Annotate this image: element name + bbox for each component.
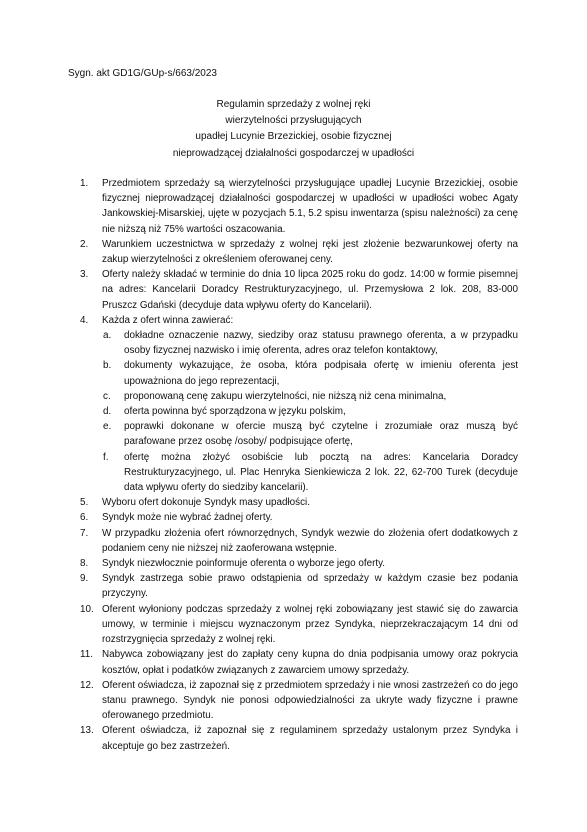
list-item [80, 678, 518, 724]
item-number: 6. [80, 512, 89, 524]
item-number: 5. [80, 497, 89, 509]
item-text: Syndyk zastrzega sobie prawo odstąpienia od sprzedaży w każdym czasie bez podania przyczyny. [102, 573, 518, 600]
item-text: Oferty należy składać w terminie do dnia 10 lipca 2025 roku do godz. 14:00 w formie pisemnej na adres: Kancelarii Doradcy Restrukturyzacyjnego, ul. Przemysłowa 2 lok. 208, 83-000 Pruszcz Gdański (decyduje data wpływu oferty do Kancelarii). [102, 269, 518, 311]
subitem-text: dokładne oznaczenie nazwy, siedziby oraz statusu prawnego oferenta, a w przypadku osoby fizycznej nazwisko i imię oferenta, adres oraz telefon kontaktowy, [124, 330, 518, 357]
item-number: 13. [80, 725, 94, 737]
item-text: Nabywca zobowiązany jest do zapłaty ceny kupna do dnia podpisania umowy oraz pokrycia kosztów, opłat i podatków związanych z zawarciem umowy sprzedaży. [102, 649, 518, 676]
sublist-item [102, 419, 518, 449]
subitem-letter: b. [103, 360, 112, 372]
sublist-item [102, 404, 518, 419]
subitem-text: dokumenty wykazujące, że osoba, która podpisała ofertę w imieniu oferenta jest upoważniona do jego reprezentacji, [124, 360, 518, 387]
item-number: 7. [80, 527, 89, 539]
item-text: Syndyk może nie wybrać żadnej oferty. [102, 512, 273, 524]
list-item [80, 267, 518, 313]
item-number: 3. [80, 269, 89, 281]
item-text: Syndyk niezwłocznie poinformuje oferenta o wyborze jego oferty. [102, 558, 386, 570]
sublist-item [102, 328, 518, 358]
item-text: Każda z ofert winna zawierać: [102, 314, 234, 326]
item-number: 11. [80, 649, 93, 661]
item-number: 10. [80, 603, 94, 615]
item-text: Oferent oświadcza, iż zapoznał się z przedmiotem sprzedaży i nie wnosi zastrzeżeń co do jego stanu prawnego. Syndyk nie ponosi odpowiedzialności za ukryte wady fizyczne i prawne oferowanego przedmiotu. [102, 679, 518, 722]
item-text: Wyboru ofert dokonuje Syndyk masy upadłości. [102, 497, 310, 509]
title-line: wierzytelności przysługujących [225, 115, 362, 127]
list-item [80, 237, 518, 267]
item-number: 2. [80, 238, 89, 250]
subitem-letter: c. [103, 390, 111, 402]
item-number: 12. [80, 679, 94, 691]
list-item [80, 313, 518, 495]
sublist-item [102, 389, 518, 404]
list-item [80, 495, 518, 510]
subitem-text: proponowaną cenę zakupu wierzytelności, nie niższą niż cena minimalna, [124, 390, 447, 402]
list-item [80, 526, 518, 556]
offer-contents-sublist [102, 328, 518, 495]
subitem-text: oferta powinna być sporządzona w języku polskim, [124, 406, 346, 418]
list-item [80, 510, 518, 525]
subitem-letter: a. [103, 330, 112, 342]
list-item [80, 602, 518, 648]
document-title [0, 97, 587, 162]
subitem-text: ofertę można złożyć osobiście lub pocztą na adres: Kancelaria Doradcy Restrukturyzacyjnego, ul. Plac Henryka Sienkiewicza 2 lok. 22, 62-700 Turek (decyduje data wpływu oferty do siedziby kancelarii). [124, 451, 518, 494]
list-item [80, 556, 518, 571]
item-number: 4. [80, 314, 89, 326]
item-text: Warunkiem uczestnictwa w sprzedaży z wolnej ręki jest złożenie bezwarunkowej oferty na zakup wierzytelności z określeniem oferowanej ceny. [102, 238, 518, 266]
case-reference: Sygn. akt GD1G/GUp-s/663/2023 [68, 68, 217, 79]
subitem-letter: e. [103, 421, 112, 433]
subitem-text: poprawki dokonane w ofercie muszą być czytelne i zrozumiałe oraz muszą być parafowane przez osobę /osoby/ podpisujące ofertę, [124, 421, 518, 448]
item-number: 9. [80, 573, 89, 585]
regulations-list [80, 176, 518, 754]
title-line: Regulamin sprzedaży z wolnej ręki [216, 99, 371, 110]
sublist-item [102, 450, 518, 496]
title-line: nieprowadzącej działalności gospodarczej w upadłości [172, 147, 415, 159]
item-number: 1. [80, 178, 89, 189]
item-text: Przedmiotem sprzedaży są wierzytelności przysługujące upadłej Lucynie Brzezickiej, osobie fizycznej nieprowadzącej działalności gospodarczej w upadłości w upadłości wobec Agaty Jankowskiej-Misarskiej, ujęte w pozycjach 5.1, 5.2 spisu inwentarza (spisu należności) za cenę nie niższą niż 75% wartości oszacowania. [102, 178, 518, 235]
list-item [80, 571, 518, 601]
title-line: upadłej Lucynie Brzezickiej, osobie fizycznej [195, 131, 392, 143]
list-item [80, 176, 518, 237]
item-text: W przypadku złożenia ofert równorzędnych, Syndyk wezwie do złożenia ofert dodatkowych z podaniem ceny nie niższej niż zaoferowana wstępnie. [102, 527, 518, 554]
subitem-letter: f. [103, 451, 109, 463]
item-number: 8. [80, 558, 89, 570]
subitem-letter: d. [103, 406, 112, 418]
list-item [80, 647, 518, 677]
item-text: Oferent wyłoniony podczas sprzedaży z wolnej ręki zobowiązany jest stawić się do zawarcia umowy, w terminie i miejscu wyznaczonym przez Syndyka, nieprzekraczającym 14 dni od rozstrzygnięcia sprzedaży z wolnej ręki. [102, 603, 518, 646]
list-item [80, 723, 518, 753]
sublist-item [102, 358, 518, 388]
item-text: Oferent oświadcza, iż zapoznał się z regulaminem sprzedaży ustalonym przez Syndyka i akceptuje go bez zastrzeżeń. [102, 725, 518, 752]
